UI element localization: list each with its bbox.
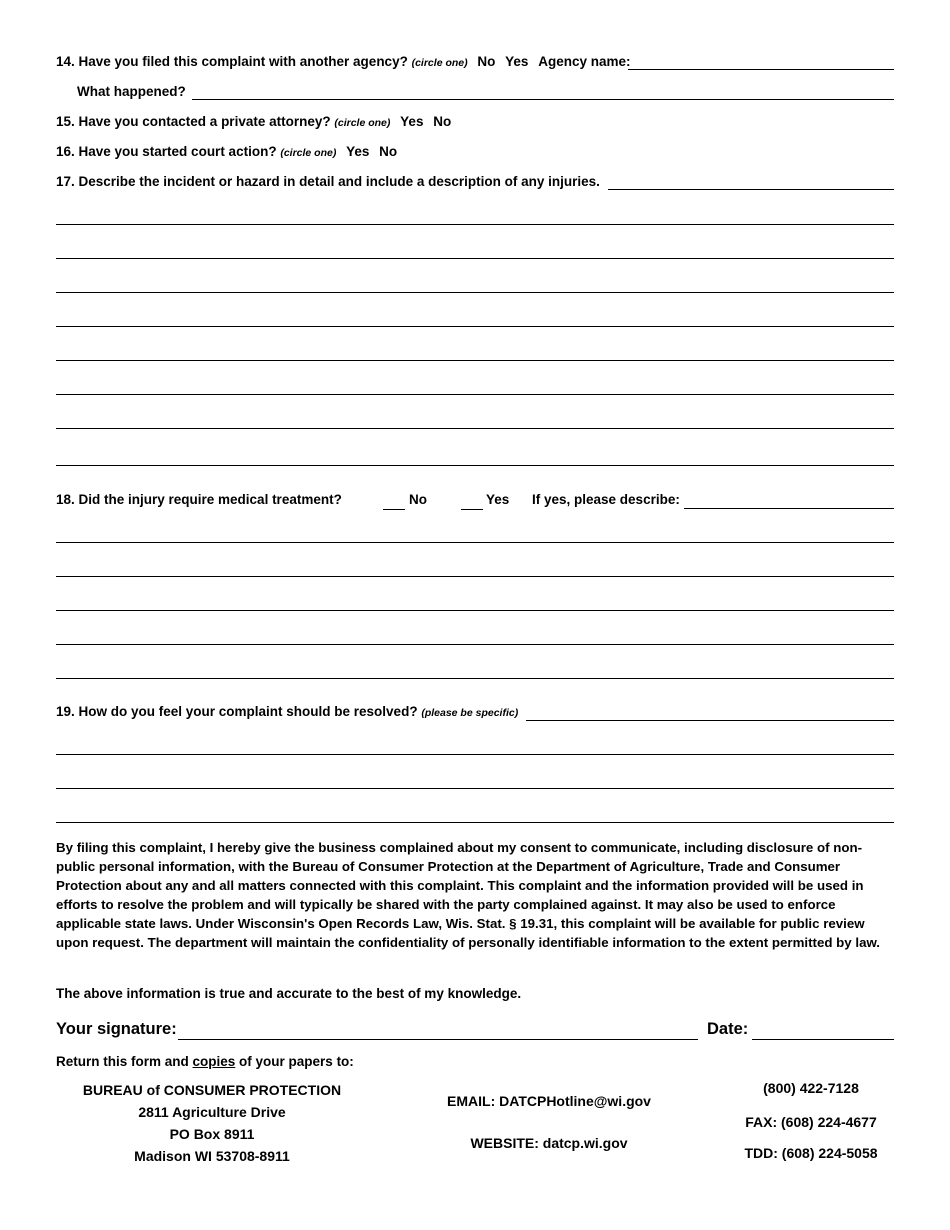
q16-option-no[interactable]: No <box>379 144 398 159</box>
mailing-address <box>56 1079 368 1167</box>
q19-text: 19. How do you feel your complaint should be resolved? <box>56 704 418 719</box>
consent-paragraph: By filing this complaint, I hereby give the business complained about my consent to communicate, including disclosure of non-public personal information, with the Bureau of Consumer Protection at the Department of Agriculture, Trade and Consumer Protection about any and all matters connected with this complaint. This complaint and the information provided will be used in efforts to resolve the problem and will typically be shared with the party complained against. It may also be used to enforce applicable state laws. Under Wisconsin's Open Records Law, Wis. Stat. § 19.31, this complaint will be available for public review upon request. The department will maintain the confidentiality of personally identifiable information to the extent permitted by law. <box>56 840 881 950</box>
truth-statement: The above information is true and accurate to the best of my knowledge. <box>56 986 522 1001</box>
address-line: Madison WI 53708-8911 <box>134 1148 290 1164</box>
q17-line[interactable] <box>56 258 894 259</box>
address-line: 2811 Agriculture Drive <box>138 1104 286 1120</box>
q14-agency-label: Agency name: <box>538 54 631 69</box>
q17-question: 17. Describe the incident or hazard in detail and include a description of any injuries. <box>56 174 600 189</box>
contact-email[interactable]: EMAIL: DATCPHotline@wi.gov <box>447 1093 651 1109</box>
q18-line[interactable] <box>56 610 894 611</box>
q19-field-first[interactable] <box>526 704 894 721</box>
q18-option-yes: Yes <box>486 492 510 507</box>
q15-text: 15. Have you contacted a private attorney? <box>56 114 331 129</box>
q14-option-yes[interactable]: Yes <box>505 54 529 69</box>
q18-line[interactable] <box>56 542 894 543</box>
q17-field-first[interactable] <box>608 173 894 190</box>
q17-line[interactable] <box>56 292 894 293</box>
q19-line[interactable] <box>56 754 894 755</box>
address-line: BUREAU of CONSUMER PROTECTION <box>82 1082 342 1098</box>
q15-option-no[interactable]: No <box>433 114 452 129</box>
q18-no-blank[interactable] <box>383 493 405 510</box>
signature-label: Your signature: <box>56 1020 177 1038</box>
q14-text: 14. Have you filed this complaint with another agency? <box>56 54 408 69</box>
q17-line[interactable] <box>56 465 894 466</box>
q16-note: (circle one) <box>280 147 337 159</box>
q16-text: 16. Have you started court action? <box>56 144 277 159</box>
q17-line[interactable] <box>56 394 894 395</box>
phone-main: (800) 422-7128 <box>763 1080 859 1096</box>
phone-fax: FAX: (608) 224-4677 <box>745 1114 877 1130</box>
q18-line[interactable] <box>56 678 894 679</box>
q17-line[interactable] <box>56 326 894 327</box>
q18-yes-blank[interactable] <box>461 493 483 510</box>
q19-line[interactable] <box>56 822 894 823</box>
q14-what-happened-field[interactable] <box>192 83 894 100</box>
q16-option-yes[interactable]: Yes <box>346 144 370 159</box>
q17-line[interactable] <box>56 360 894 361</box>
q17-line[interactable] <box>56 224 894 225</box>
signature-field[interactable] <box>178 1022 698 1040</box>
q18-describe-field[interactable] <box>684 492 894 509</box>
q18-describe-label: If yes, please describe: <box>532 492 680 507</box>
q19-question <box>56 704 518 721</box>
phone-tdd: TDD: (608) 224-5058 <box>744 1145 878 1161</box>
q18-line[interactable] <box>56 644 894 645</box>
return-text-before: Return this form and <box>56 1054 193 1069</box>
q15-option-yes[interactable]: Yes <box>400 114 424 129</box>
q17-line[interactable] <box>56 428 894 429</box>
q15-question <box>56 114 451 131</box>
date-label: Date: <box>707 1020 749 1038</box>
q18-question: 18. Did the injury require medical treatment? <box>56 492 342 507</box>
q14-question <box>56 54 630 71</box>
q14-option-no[interactable]: No <box>477 54 496 69</box>
date-field[interactable] <box>752 1022 894 1040</box>
q19-line[interactable] <box>56 788 894 789</box>
address-line: PO Box 8911 <box>169 1126 255 1142</box>
return-text-copies: copies <box>192 1054 236 1069</box>
q14-note: (circle one) <box>411 57 468 69</box>
q14-agency-field[interactable] <box>628 53 894 70</box>
q15-note: (circle one) <box>334 117 391 129</box>
q19-note: (please be specific) <box>421 707 519 719</box>
q14-what-happened-label: What happened? <box>77 84 186 99</box>
q18-line[interactable] <box>56 576 894 577</box>
q18-option-no: No <box>409 492 427 507</box>
contact-website[interactable]: WEBSITE: datcp.wi.gov <box>470 1135 628 1151</box>
q16-question <box>56 144 397 161</box>
return-instructions <box>56 1054 354 1070</box>
return-text-after: of your papers to: <box>235 1054 354 1069</box>
